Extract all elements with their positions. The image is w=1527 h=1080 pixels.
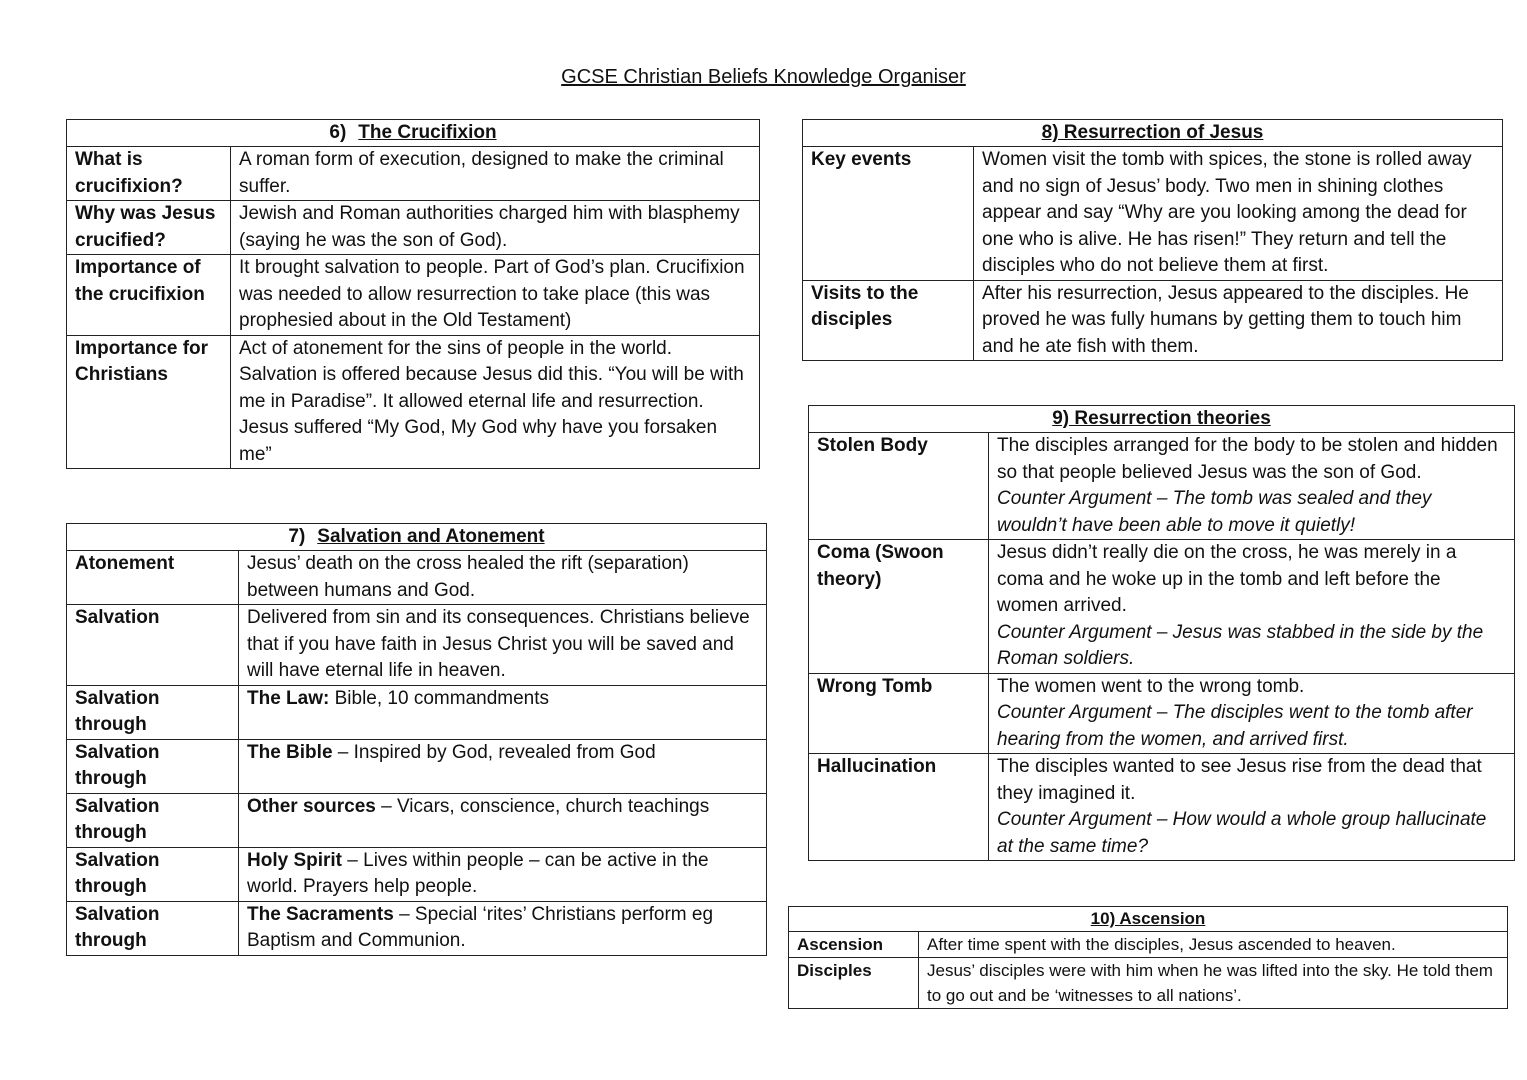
table-row [789, 958, 1508, 1009]
row-label: Coma (Swoon theory) [809, 540, 989, 674]
section-title: 10) Ascension [1090, 909, 1206, 928]
table-row [803, 280, 1503, 361]
row-text: Jewish and Roman authorities charged him with blasphemy (saying he was the son of God). [231, 201, 760, 255]
row-label: What is crucifixion? [67, 147, 231, 201]
row-label: Salvation through [67, 685, 239, 739]
row-label: Salvation [67, 605, 239, 686]
row-label: Salvation through [67, 901, 239, 955]
table-row [809, 433, 1515, 540]
row-text [989, 540, 1515, 674]
salvation-header-row [67, 524, 767, 551]
counter-argument: Counter Argument – How would a whole group hallucinate at the same time? [997, 809, 1487, 857]
row-bold-term: Holy Spirit [247, 849, 343, 871]
table-row [67, 335, 760, 469]
table-row [809, 673, 1515, 754]
table-row [67, 739, 767, 793]
theory-text: The disciples wanted to see Jesus rise from the dead that they imagined it. [997, 756, 1482, 804]
table-row [803, 147, 1503, 281]
resurrection-table [802, 119, 1503, 361]
table-row [67, 685, 767, 739]
theories-table [808, 405, 1515, 861]
resurrection-header-row [803, 120, 1503, 147]
table-row [67, 147, 760, 201]
ascension-header-row [789, 907, 1508, 932]
row-label: Why was Jesus crucified? [67, 201, 231, 255]
row-detail: – Inspired by God, revealed from God [332, 741, 656, 763]
counter-argument: Counter Argument – The disciples went to the tomb after hearing from the women, and arrived first. [997, 702, 1473, 750]
row-text [239, 901, 767, 955]
section-title: The Crucifixion [358, 122, 497, 143]
table-row [789, 932, 1508, 958]
row-detail: – Vicars, conscience, church teachings [375, 795, 710, 817]
table-row [67, 605, 767, 686]
table-row [67, 255, 760, 336]
table-row [67, 793, 767, 847]
resurrection-heading [803, 120, 1503, 147]
crucifixion-header-row [67, 120, 760, 147]
ascension-table [788, 906, 1508, 1009]
page-title: GCSE Christian Beliefs Knowledge Organiser [561, 66, 966, 88]
row-label: Importance for Christians [67, 335, 231, 469]
table-row [67, 201, 760, 255]
row-label: Hallucination [809, 754, 989, 861]
row-text [989, 754, 1515, 861]
row-label: Visits to the disciples [803, 280, 974, 361]
section-title: Salvation and Atonement [317, 526, 545, 547]
row-label: Atonement [67, 551, 239, 605]
row-text: Women visit the tomb with spices, the stone is rolled away and no sign of Jesus’ body. Two men in shining clothes appear and say “Why are you looking among the dead for one who is alive. He has risen!” They return and tell the disciples who do not believe them at first. [974, 147, 1503, 281]
row-bold-term: The Sacraments [247, 903, 394, 925]
row-text: After time spent with the disciples, Jesus ascended to heaven. [919, 932, 1508, 958]
row-text: Delivered from sin and its consequences. Christians believe that if you have faith in Jesus Christ you will be saved and will have eternal life in heaven. [239, 605, 767, 686]
row-text: After his resurrection, Jesus appeared to the disciples. He proved he was fully humans by getting them to touch him and he ate fish with them. [974, 280, 1503, 361]
theories-heading [809, 406, 1515, 433]
row-text [239, 685, 767, 739]
row-detail: – Special ‘rites’ Christians perform eg Baptism and Communion. [247, 903, 714, 951]
theory-text: Jesus didn’t really die on the cross, he was merely in a coma and he woke up in the tomb and left before the women arrived. [997, 542, 1457, 616]
row-label: Importance of the crucifixion [67, 255, 231, 336]
ascension-heading [789, 907, 1508, 932]
row-label: Key events [803, 147, 974, 281]
row-text [239, 739, 767, 793]
row-label: Wrong Tomb [809, 673, 989, 754]
row-text [989, 673, 1515, 754]
theory-text: The women went to the wrong tomb. [997, 675, 1305, 697]
row-bold-term: The Bible [247, 741, 333, 763]
row-label: Stolen Body [809, 433, 989, 540]
row-text: It brought salvation to people. Part of God’s plan. Crucifixion was needed to allow resurrection to take place (this was prophesied about in the Old Testament) [231, 255, 760, 336]
row-detail: Bible, 10 commandments [329, 687, 550, 709]
table-row [809, 754, 1515, 861]
row-text: A roman form of execution, designed to make the criminal suffer. [231, 147, 760, 201]
crucifixion-heading [67, 120, 760, 147]
crucifixion-table [66, 119, 760, 469]
row-detail: – Lives within people – can be active in the world. Prayers help people. [247, 849, 709, 897]
section-title: 9) Resurrection theories [1052, 408, 1271, 429]
row-text [239, 793, 767, 847]
row-label: Salvation through [67, 793, 239, 847]
row-text [989, 433, 1515, 540]
row-label: Salvation through [67, 847, 239, 901]
table-row [67, 847, 767, 901]
row-label: Salvation through [67, 739, 239, 793]
row-bold-term: The Law: [247, 687, 330, 709]
row-label: Disciples [789, 958, 919, 1009]
row-text: Jesus’ death on the cross healed the rift (separation) between humans and God. [239, 551, 767, 605]
row-text [239, 847, 767, 901]
row-text: Jesus’ disciples were with him when he was lifted into the sky. He told them to go out and be ‘witnesses to all nations’. [919, 958, 1508, 1009]
row-label: Ascension [789, 932, 919, 958]
table-row [809, 540, 1515, 674]
theory-text: The disciples arranged for the body to be stolen and hidden so that people believed Jesus was the son of God. [997, 435, 1498, 483]
section-number: 7) [288, 526, 306, 547]
row-bold-term: Other sources [247, 795, 376, 817]
section-title: 8) Resurrection of Jesus [1041, 122, 1264, 143]
table-row [67, 551, 767, 605]
row-text: Act of atonement for the sins of people in the world. Salvation is offered because Jesus did this. “You will be with me in Paradise”. It allowed eternal life and resurrection. Jesus suffered “My God, My God why have you forsaken me” [231, 335, 760, 469]
theories-header-row [809, 406, 1515, 433]
salvation-heading [67, 524, 767, 551]
counter-argument: Counter Argument – The tomb was sealed and they wouldn’t have been able to move it quietly! [997, 488, 1432, 536]
counter-argument: Counter Argument – Jesus was stabbed in the side by the Roman soldiers. [997, 621, 1484, 669]
section-number: 6) [329, 122, 347, 143]
salvation-table [66, 523, 767, 956]
table-row [67, 901, 767, 955]
